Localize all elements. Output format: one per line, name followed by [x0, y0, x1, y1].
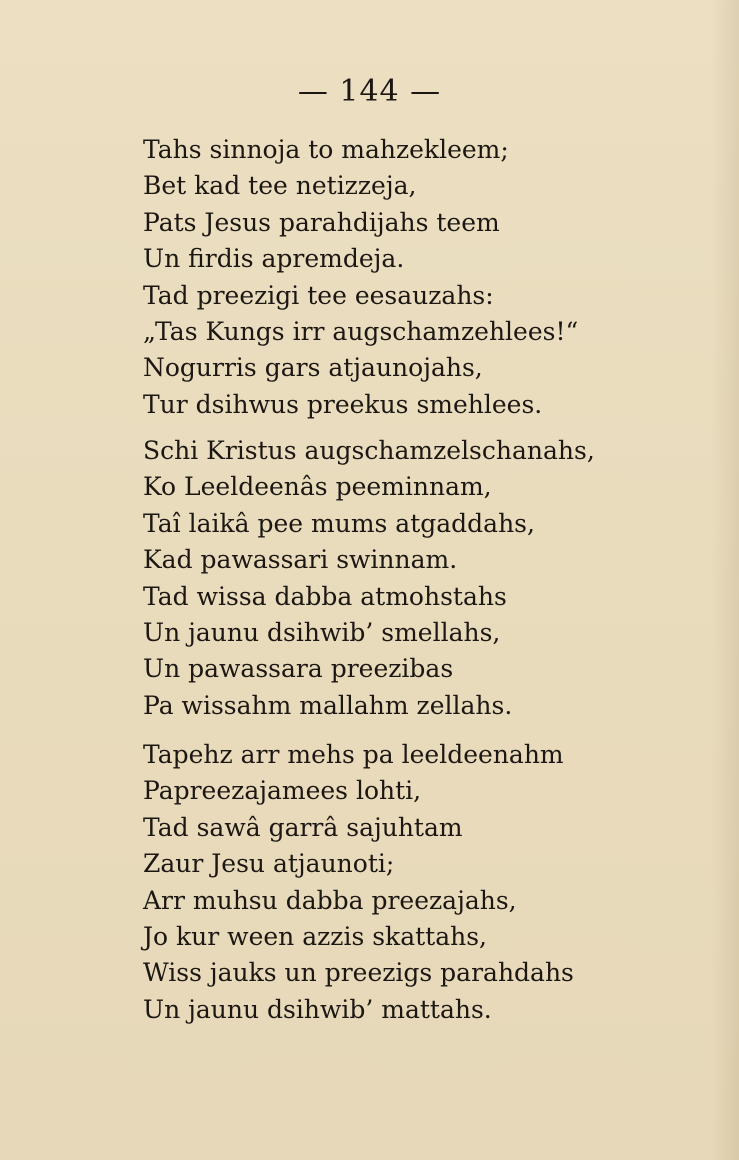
verse-line: Nogurris gars atjaunojahs,	[143, 353, 483, 383]
verse-line: „Tas Kungs irr augschamzehlees!“	[143, 316, 579, 346]
verse-line: Un jaunu dsihwib’ mattahs.	[143, 994, 492, 1024]
verse-line: Tad wissa dabba atmohstahs	[143, 581, 507, 611]
verse-line: Pats Jesus parahdijahs teem	[143, 207, 500, 237]
verse-line: Un firdis apremdeja.	[143, 244, 405, 274]
verse-line: Tahs sinnoja to mahzekleem;	[143, 135, 509, 164]
verse-line: Kad pawassari swinnam.	[143, 545, 458, 575]
verse-line: Pa wissahm mallahm zellahs.	[143, 690, 513, 720]
verse-line: Wiss jauks un preezigs parahdahs	[143, 958, 574, 988]
verse-line: Tad preezigi tee eesauzahs:	[143, 280, 494, 310]
stanza-1	[143, 132, 643, 423]
stanza-2	[143, 433, 643, 724]
verse-line: Bet kad tee netizzeja,	[143, 171, 417, 201]
verse-line: Arr muhsu dabba preezajahs,	[143, 885, 517, 915]
verse-line: Taî laikâ pee mums atgaddahs,	[143, 508, 535, 538]
verse-line: Jo kur ween azzis skattahs,	[143, 921, 487, 951]
verse-line: Tur dsihwus preekus smehlees.	[143, 389, 543, 419]
stanza-3	[143, 737, 643, 1028]
verse-line: Ko Leeldeenâs peeminnam,	[143, 472, 492, 502]
verse-line: Schi Kristus augschamzelschanahs,	[143, 436, 595, 465]
verse-line: Tapehz arr mehs pa leeldeenahm	[143, 740, 564, 769]
page-edge-shadow	[711, 0, 739, 1160]
verse-line: Papreezajamees lohti,	[143, 776, 422, 806]
page-number: — 144 —	[297, 74, 442, 109]
verse-line: Zaur Jesu atjaunoti;	[143, 849, 395, 879]
verse-line: Tad sawâ garrâ sajuhtam	[143, 812, 463, 842]
verse-line: Un jaunu dsihwib’ smellahs,	[143, 617, 501, 647]
verse-line: Un pawassara preezibas	[143, 654, 454, 684]
